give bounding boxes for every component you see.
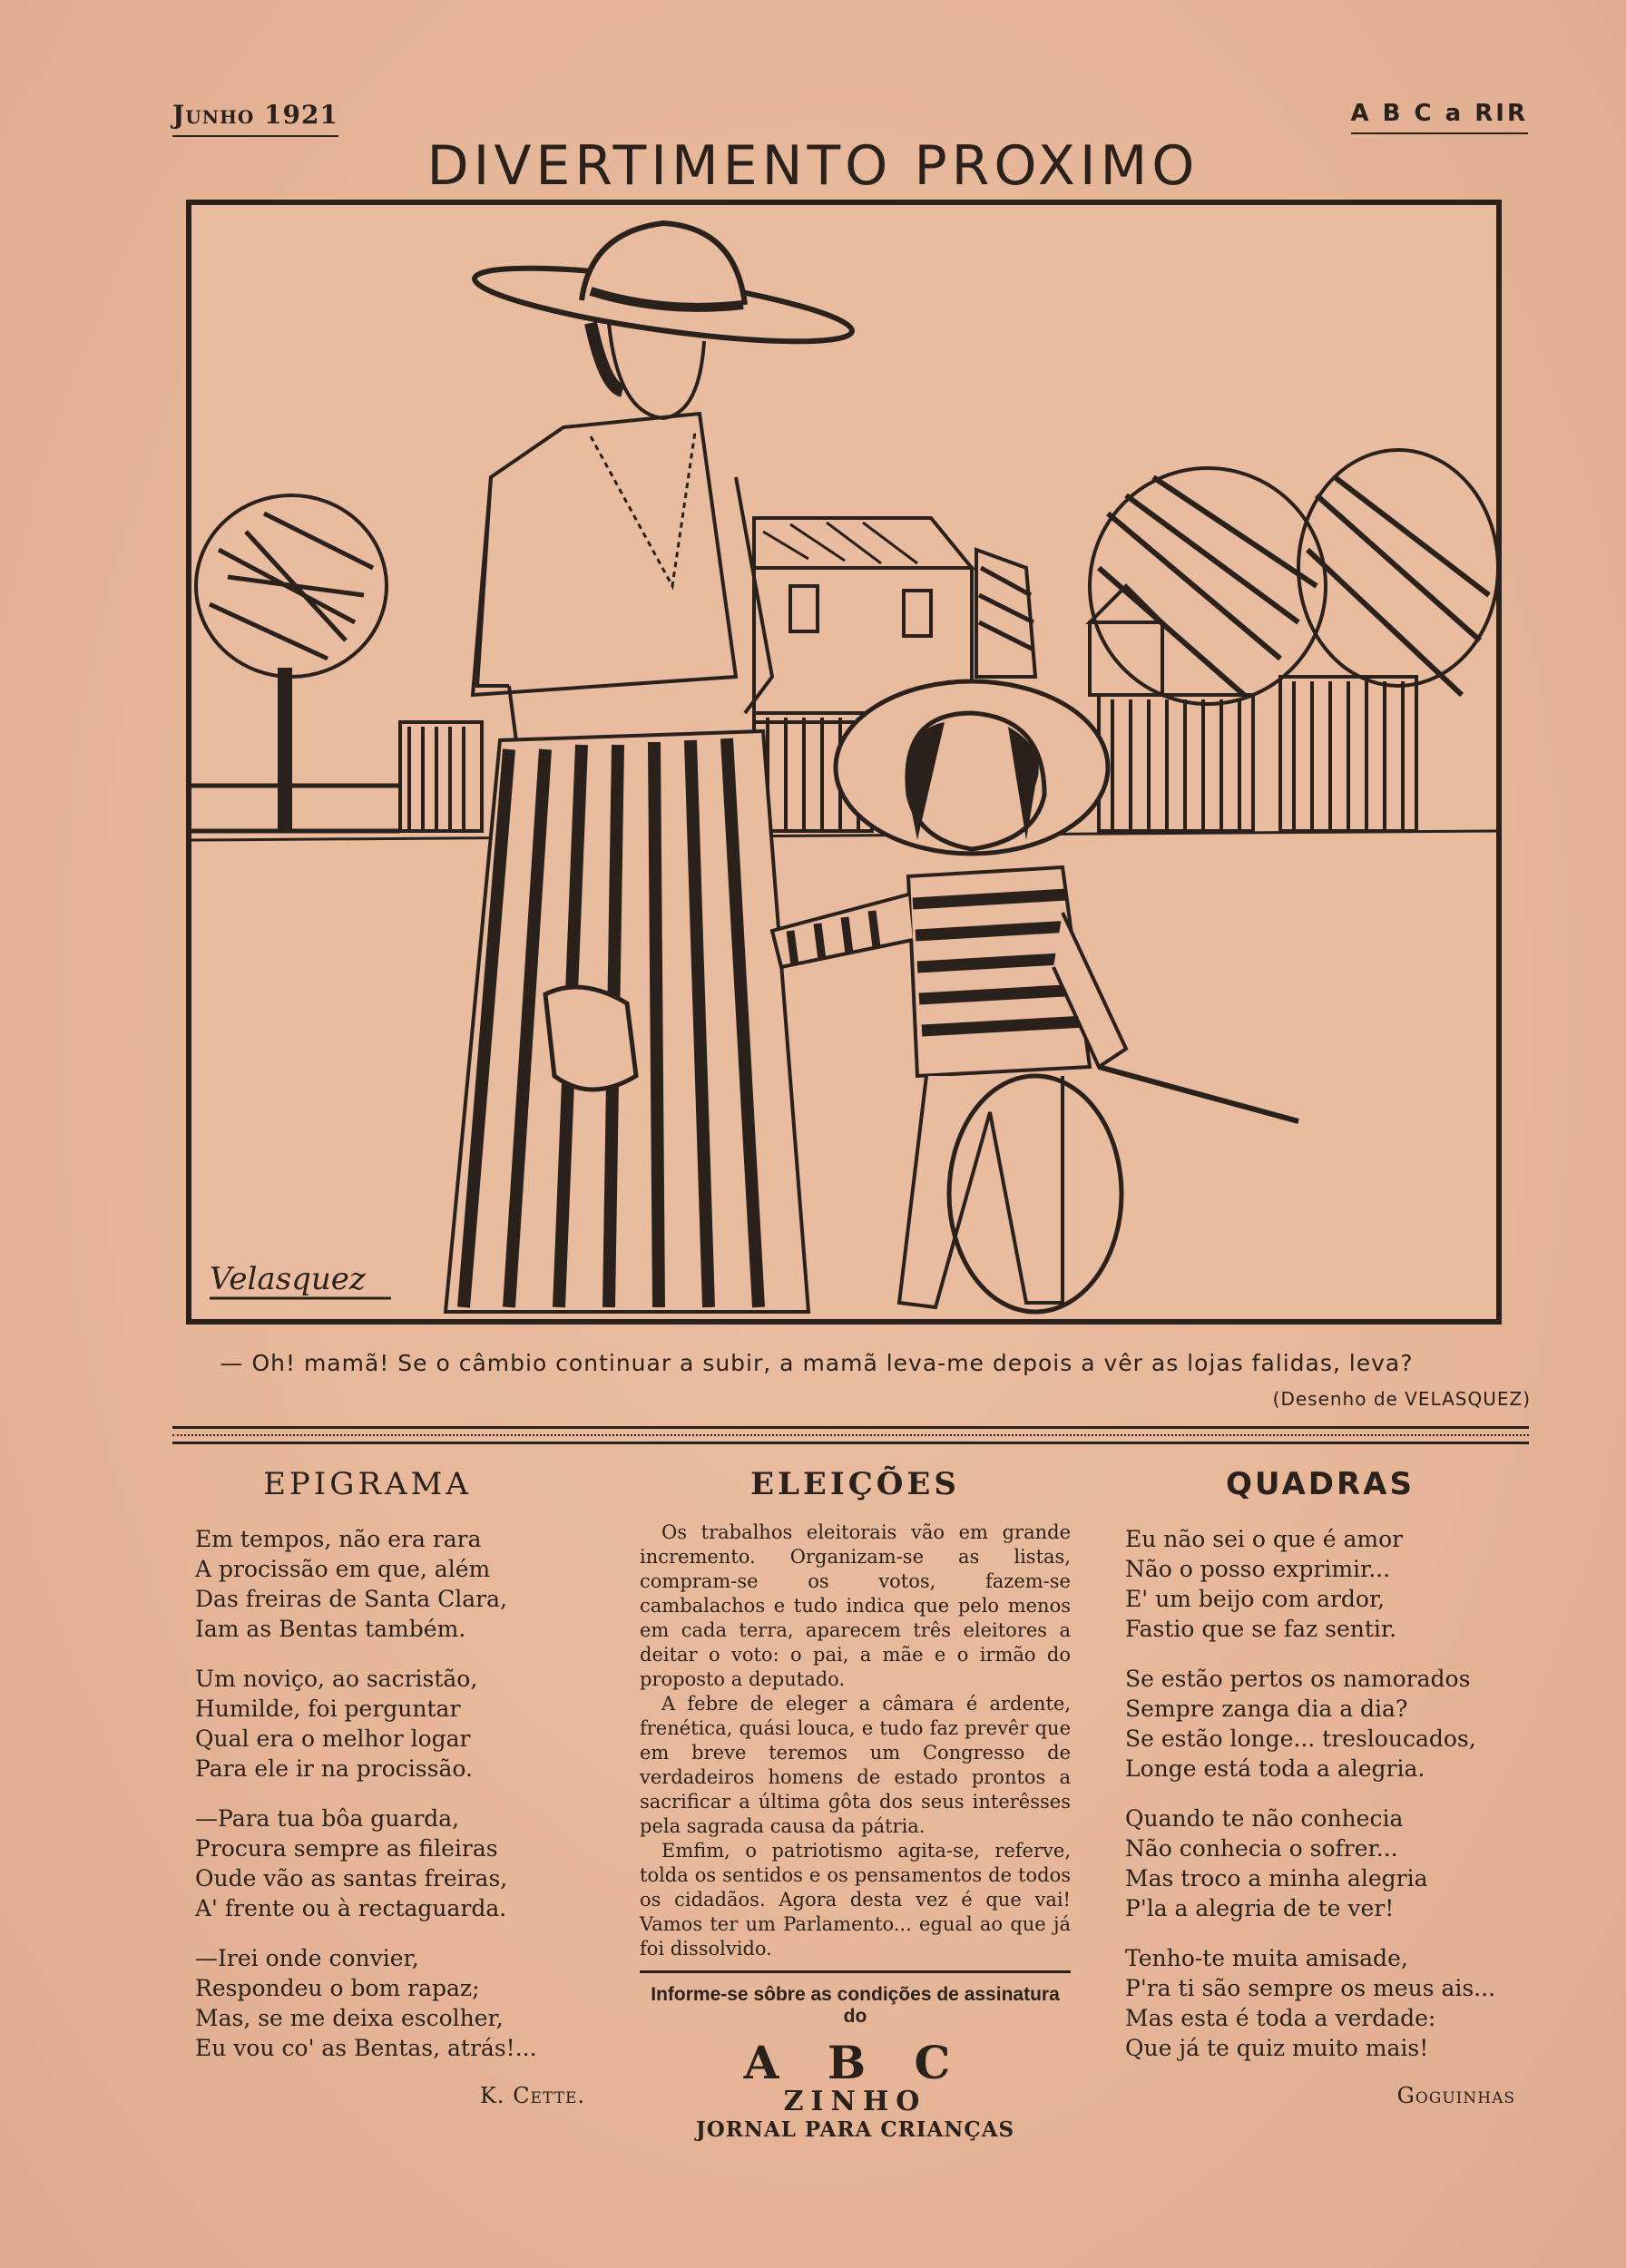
verse-line: Para ele ir na procissão. (195, 1755, 473, 1782)
verse-line: Tenho-te muita amisade, (1125, 1945, 1408, 1971)
article-paragraph: Emfim, o patriotismo agita-se, referve, tolda os sentidos e os pensamentos de todos os cidadãos. Agora desta vez é que vai! Vamos ter um Parlamento... egual ao que já foi dissolvido. (640, 1840, 1071, 1960)
verse-line: Das freiras de Santa Clara, (195, 1586, 507, 1612)
verse-line: Fastio que se faz sentir. (1125, 1616, 1397, 1642)
illustration-credit: (Desenho de VELASQUEZ) (1272, 1388, 1531, 1410)
epigrama-stanza (195, 1664, 540, 1784)
verse-line: P'la a alegria de te ver! (1125, 1895, 1395, 1921)
verse-line: Mas esta é toda a verdade: (1125, 2005, 1436, 2031)
verse-line: E' um beijo com ardor, (1125, 1586, 1386, 1612)
epigrama-stanza (195, 1804, 540, 1923)
illustration-frame (186, 200, 1502, 1325)
verse-line: Que já te quiz muito mais! (1125, 2035, 1429, 2061)
verse-line: Não o posso exprimir... (1125, 1556, 1391, 1582)
verse-line: —Irei onde convier, (195, 1945, 419, 1971)
verse-line: A' frente ou à rectaguarda. (195, 1895, 507, 1921)
magazine-name: A B C a RIR (1351, 100, 1529, 134)
epigrama-poem (195, 1524, 540, 2063)
quadras-heading: QUADRAS (1226, 1466, 1415, 1502)
eleicoes-article (640, 1520, 1071, 1961)
verse-line: Oude vão as santas freiras, (195, 1865, 508, 1892)
quadras-stanza (1125, 1804, 1515, 1923)
article-paragraph: A febre de eleger a câmara é ardente, frenética, quási louca, e tudo faz prevêr que em breve teremos um Congresso de verdadeiros homens de estado prontos a sacrificar a última gôta dos seus interêsses pela sagrada causa da pátria. (640, 1693, 1071, 1837)
trees-right (1090, 450, 1496, 831)
verse-line: Respondeu o bom rapaz; (195, 1975, 480, 2001)
verse-line: Se estão longe... tresloucados, (1125, 1725, 1476, 1752)
tree-left (196, 495, 387, 831)
epigrama-author: K. Cette. (480, 2083, 585, 2108)
quadras-stanza (1125, 1943, 1515, 2063)
verse-line: Um noviço, ao sacristão, (195, 1666, 478, 1692)
epigrama-heading: EPIGRAMA (263, 1466, 472, 1502)
issue-date: Junho 1921 (172, 100, 338, 137)
divider-rule-top (172, 1426, 1529, 1429)
verse-line: Iam as Bentas também. (195, 1616, 466, 1642)
epigrama-stanza (195, 1943, 540, 2063)
verse-line: A procissão em que, além (195, 1556, 491, 1582)
divider-rule-middle (172, 1434, 1529, 1436)
fence-left (191, 722, 482, 831)
column-eleicoes (640, 1466, 1071, 2142)
woman-figure (446, 223, 856, 1312)
quadras-stanza (1125, 1524, 1515, 1644)
epigrama-stanza (195, 1524, 540, 1644)
verse-line: Qual era o melhor logar (195, 1725, 471, 1752)
cartoon-illustration (191, 205, 1496, 1319)
divider-rule-bottom (172, 1442, 1529, 1444)
verse-line: Eu não sei o que é amor (1125, 1526, 1404, 1552)
verse-line: Sempre zanga dia a dia? (1125, 1696, 1408, 1722)
verse-line: Não conhecia o sofrer... (1125, 1835, 1398, 1862)
verse-line: P'ra ti são sempre os meus ais... (1125, 1975, 1496, 2001)
ad-lead-text: Informe-se sôbre as condições de assinatura do (651, 1984, 1060, 2027)
illustration-caption: — Oh! mamã! Se o câmbio continuar a subir, a mamã leva-me depois a vêr as lojas falidas, leva? (220, 1350, 1414, 1376)
quadras-poem (1125, 1524, 1515, 2063)
artist-signature: Velasquez (210, 1261, 366, 1297)
verse-line: Humilde, foi perguntar (195, 1696, 461, 1722)
page-title: DIVERTIMENTO PROXIMO (426, 134, 1200, 198)
eleicoes-heading: ELEIÇÕES (750, 1466, 960, 1502)
verse-line: Procura sempre as fileiras (195, 1835, 498, 1862)
verse-line: Se estão pertos os namorados (1125, 1666, 1471, 1692)
column-quadras (1125, 1466, 1515, 2108)
verse-line: Quando te não conhecia (1125, 1805, 1404, 1832)
verse-line: Longe está toda a alegria. (1125, 1755, 1425, 1782)
ad-magazine-name: A B C (743, 2036, 967, 2089)
ad-magazine-name-2: ZINHO (783, 2086, 927, 2117)
verse-line: Mas, se me deixa escolher, (195, 2005, 504, 2031)
column-epigrama (195, 1466, 585, 2108)
article-paragraph: Os trabalhos eleitorais vão em grande incremento. Organizam-se as listas, compram-se os votos, fazem-se cambalachos e tudo indica que pelo menos em cada terra, aparecem três eleitores a deitar o voto: o pai, a mãe e o irmão do proposto a deputado. (640, 1521, 1071, 1690)
ad-divider (640, 1970, 1071, 1973)
quadras-stanza (1125, 1664, 1515, 1784)
quadras-author: Goguinhas (1396, 2083, 1515, 2108)
ad-subtitle: JORNAL PARA CRIANÇAS (695, 2117, 1015, 2142)
verse-line: —Para tua bôa guarda, (195, 1805, 460, 1832)
verse-line: Eu vou co' as Bentas, atrás!... (195, 2035, 537, 2061)
verse-line: Em tempos, não era rara (195, 1526, 482, 1552)
verse-line: Mas troco a minha alegria (1125, 1865, 1428, 1892)
